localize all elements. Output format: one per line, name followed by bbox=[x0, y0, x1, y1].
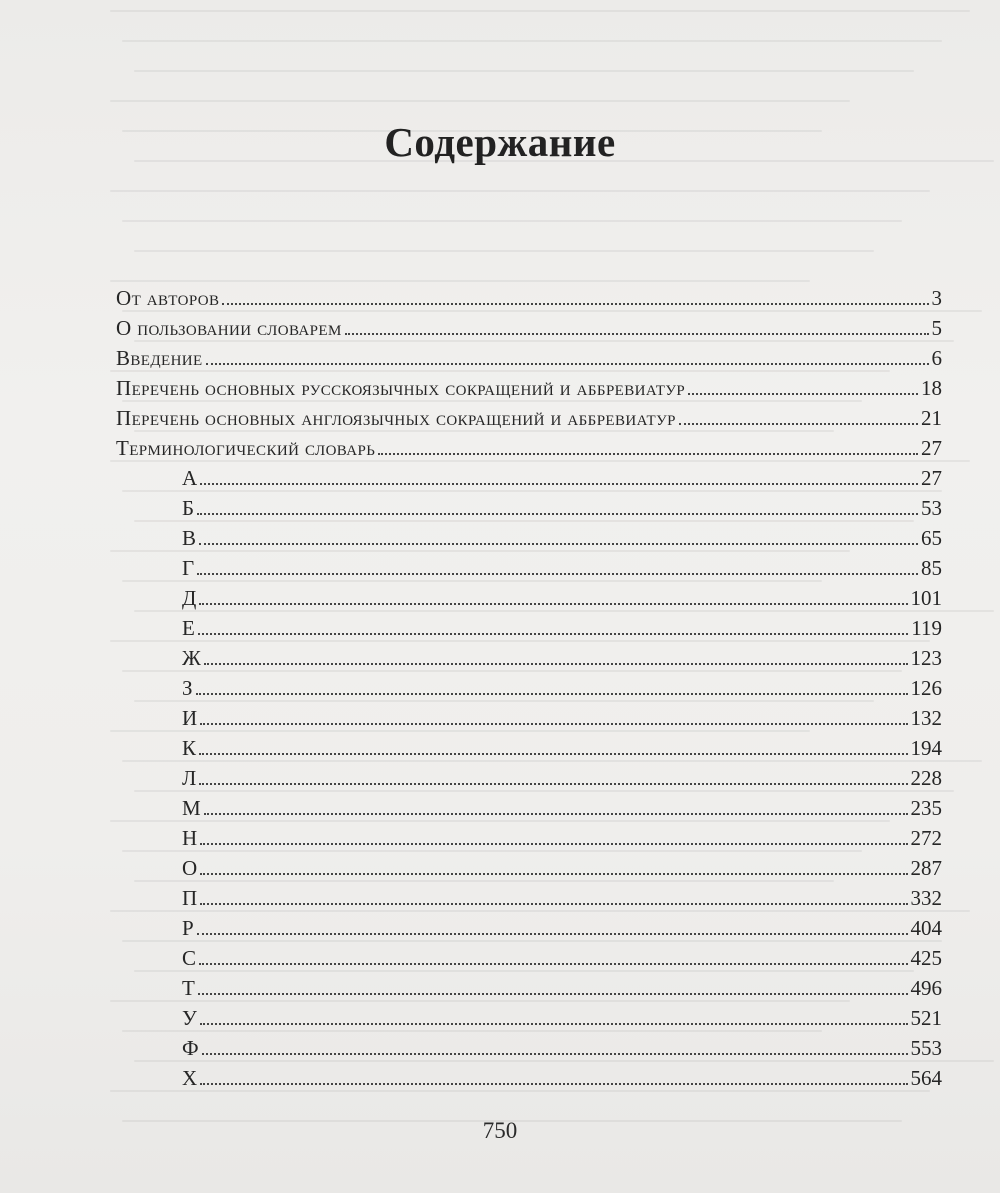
dot-leader bbox=[202, 1053, 908, 1055]
bleed-line bbox=[110, 10, 970, 12]
dot-leader bbox=[200, 723, 907, 725]
toc-entry-page: 5 bbox=[931, 316, 942, 340]
toc-entry-page: 123 bbox=[910, 646, 942, 670]
toc-letters bbox=[116, 463, 942, 1093]
toc-entry-label: И bbox=[182, 706, 198, 730]
dot-leader bbox=[200, 1083, 907, 1085]
dot-leader bbox=[204, 813, 908, 815]
toc-letter-entry bbox=[116, 553, 942, 583]
toc-entry bbox=[116, 373, 942, 403]
toc-entry-label: С bbox=[182, 946, 197, 970]
toc-entry-page: 132 bbox=[910, 706, 942, 730]
toc-entry-page: 3 bbox=[931, 286, 942, 310]
toc-letter-entry bbox=[116, 1033, 942, 1063]
dot-leader bbox=[200, 843, 907, 845]
dot-leader bbox=[199, 543, 918, 545]
bleed-line bbox=[134, 250, 874, 252]
dot-leader bbox=[222, 303, 928, 305]
dot-leader bbox=[199, 963, 907, 965]
toc-letter-entry bbox=[116, 523, 942, 553]
toc-entry-page: 332 bbox=[910, 886, 942, 910]
dot-leader bbox=[197, 933, 908, 935]
dot-leader bbox=[200, 873, 907, 875]
toc-entry-label: Ж bbox=[182, 646, 201, 670]
toc-entry-label: Н bbox=[182, 826, 198, 850]
toc-entry-label: Ф bbox=[182, 1036, 199, 1060]
toc-letter-entry bbox=[116, 733, 942, 763]
toc-letter-entry bbox=[116, 703, 942, 733]
dot-leader bbox=[197, 573, 918, 575]
bleed-line bbox=[110, 280, 810, 282]
page-number: 750 bbox=[482, 1118, 518, 1143]
toc-entry-label: Р bbox=[182, 916, 194, 940]
toc-entry-page: 6 bbox=[931, 346, 942, 370]
toc-letter-entry bbox=[116, 823, 942, 853]
toc-entry-page: 235 bbox=[910, 796, 942, 820]
toc-sections bbox=[116, 283, 942, 463]
toc-entry-page: 272 bbox=[910, 826, 942, 850]
toc-entry-label: Перечень основных русскоязычных сокращений и аббревиатур bbox=[116, 376, 686, 400]
dot-leader bbox=[200, 483, 918, 485]
toc-entry bbox=[116, 283, 942, 313]
toc-entry-page: 404 bbox=[910, 916, 942, 940]
toc-entry-page: 564 bbox=[910, 1066, 942, 1090]
toc-letter-entry bbox=[116, 883, 942, 913]
toc-entry-page: 228 bbox=[910, 766, 942, 790]
toc-entry-page: 18 bbox=[921, 376, 942, 400]
dot-leader bbox=[345, 333, 929, 335]
toc-entry-label: П bbox=[182, 886, 198, 910]
toc-entry-label: Г bbox=[182, 556, 195, 580]
toc-entry-page: 101 bbox=[910, 586, 942, 610]
toc-entry-page: 425 bbox=[910, 946, 942, 970]
toc-letter-entry bbox=[116, 763, 942, 793]
toc-letter-entry bbox=[116, 793, 942, 823]
toc-entry-label: От авторов bbox=[116, 286, 220, 310]
toc-entry bbox=[116, 433, 942, 463]
dot-leader bbox=[196, 693, 908, 695]
toc-entry-label: Терминологический словарь bbox=[116, 436, 376, 460]
toc-entry-page: 85 bbox=[921, 556, 942, 580]
dot-leader bbox=[679, 423, 918, 425]
toc-entry-label: Е bbox=[182, 616, 195, 640]
toc-entry-label: Б bbox=[182, 496, 195, 520]
dot-leader bbox=[198, 633, 908, 635]
toc-entry-page: 126 bbox=[910, 676, 942, 700]
toc-entry-page: 53 bbox=[921, 496, 942, 520]
toc-entry-label: О пользовании словарем bbox=[116, 316, 342, 340]
toc-letter-entry bbox=[116, 913, 942, 943]
dot-leader bbox=[200, 1023, 908, 1025]
toc-entry-label: У bbox=[182, 1006, 197, 1030]
dot-leader bbox=[197, 513, 918, 515]
toc-entry-label: Л bbox=[182, 766, 197, 790]
bleed-line bbox=[122, 220, 902, 222]
toc-entry-label: О bbox=[182, 856, 198, 880]
toc-entry-page: 553 bbox=[910, 1036, 942, 1060]
toc-entry-label: Введение bbox=[116, 346, 203, 370]
page-title: Содержание bbox=[384, 119, 616, 165]
dot-leader bbox=[204, 663, 908, 665]
toc-entry-page: 521 bbox=[910, 1006, 942, 1030]
dot-leader bbox=[199, 603, 907, 605]
toc-entry-page: 287 bbox=[910, 856, 942, 880]
toc-letter-entry bbox=[116, 613, 942, 643]
toc-entry-page: 27 bbox=[921, 436, 942, 460]
toc-letter-entry bbox=[116, 583, 942, 613]
toc-entry-page: 496 bbox=[910, 976, 942, 1000]
toc-letter-entry bbox=[116, 973, 942, 1003]
dot-leader bbox=[200, 903, 907, 905]
toc-letter-entry bbox=[116, 673, 942, 703]
toc-entry-label: В bbox=[182, 526, 197, 550]
dot-leader bbox=[198, 993, 908, 995]
toc-entry-label: А bbox=[182, 466, 198, 490]
toc-entry bbox=[116, 403, 942, 433]
dot-leader bbox=[688, 393, 918, 395]
toc-entry-label: Перечень основных англоязычных сокращений и аббревиатур bbox=[116, 406, 676, 430]
bleed-line bbox=[122, 40, 942, 42]
toc-entry-label: Д bbox=[182, 586, 197, 610]
toc-letter-entry bbox=[116, 1063, 942, 1093]
toc-entry-page: 21 bbox=[921, 406, 942, 430]
bleed-line bbox=[110, 190, 930, 192]
toc-entry-page: 65 bbox=[921, 526, 942, 550]
toc-letter-entry bbox=[116, 943, 942, 973]
table-of-contents bbox=[116, 283, 942, 1093]
toc-entry-page: 119 bbox=[911, 616, 942, 640]
toc-entry-label: Х bbox=[182, 1066, 198, 1090]
dot-leader bbox=[378, 453, 918, 455]
bleed-line bbox=[110, 100, 850, 102]
toc-entry-page: 27 bbox=[921, 466, 942, 490]
dot-leader bbox=[199, 783, 907, 785]
toc-letter-entry bbox=[116, 493, 942, 523]
toc-entry-label: М bbox=[182, 796, 201, 820]
toc-letter-entry bbox=[116, 853, 942, 883]
toc-entry bbox=[116, 343, 942, 373]
dot-leader bbox=[206, 363, 929, 365]
dot-leader bbox=[199, 753, 907, 755]
toc-entry bbox=[116, 313, 942, 343]
toc-letter-entry bbox=[116, 643, 942, 673]
toc-entry-page: 194 bbox=[910, 736, 942, 760]
toc-letter-entry bbox=[116, 463, 942, 493]
toc-entry-label: К bbox=[182, 736, 197, 760]
toc-letter-entry bbox=[116, 1003, 942, 1033]
toc-entry-label: З bbox=[182, 676, 193, 700]
toc-entry-label: Т bbox=[182, 976, 195, 1000]
bleed-line bbox=[134, 70, 914, 72]
